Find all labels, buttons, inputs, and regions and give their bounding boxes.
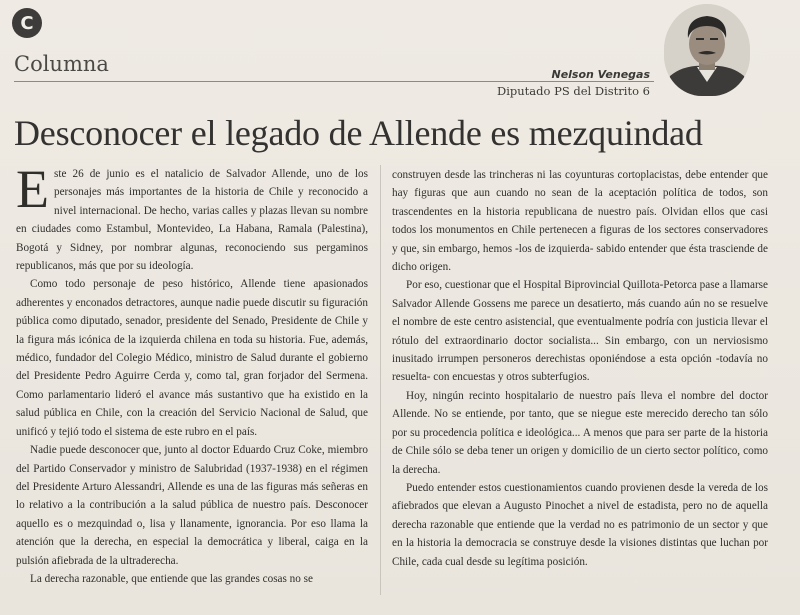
paragraph: construyen desde las trincheras ni las coyunturas cortoplacistas, debe entender que hay figuras que aun cuando no sean de la aceptación política de todos, son trascendentes en la historia republicana de nuestro país. Olvidan ellos que casi todos los monumentos en Chile pertenecen a figuras de los sectores conservadores y que, sin embargo, hemos -los de izquierda- sabido entender que ésta trasciende de dicho origen. [392,169,768,274]
column-divider [380,165,381,595]
paragraph: La derecha razonable, que entiende que las grandes cosas no se [30,572,313,585]
paragraph: Hoy, ningún recinto hospitalario de nuestro país lleva el nombre del doctor Allende. No se entiende, por tanto, que se niegue este merecido derecho tan sólo por su procedencia política e ideológica... A menos que para ser parte de la historia de Chile sólo se deba tener un origen y domicilio de un cierto sector político, como la derecha. [392,389,768,476]
header-rule [14,81,654,82]
paragraph: Este 26 de junio es el natalicio de Salvador Allende, uno de los personajes más importantes de la historia de Chile y reconocido a nivel internacional. De hecho, varias calles y plazas llevan su nombre en ciudades como Estambul, Montevideo, La Habana, Ramala (Palestina), Bogotá y Sidney, por nombrar algunas, reconociendo sus pergaminos republicanos, más que por su ideología. [16,159,368,273]
article-headline: Desconocer el legado de Allende es mezquindad [14,113,703,153]
paragraph: Como todo personaje de peso histórico, Allende tiene apasionados adherentes y enconados detractores, aunque nadie puede discutir su figuración pública como diputado, senador, presidente del Senado, Presidente de Chile y la figura más icónica de la izquierda chilena en toda su historia. Fue, además, médico, fundador del Colegio Médico, ministro de Salud durante el gobierno del Presidente Pedro Aguirre Cerda y, como tal, gran forjador del Sermena. Como parlamentario lideró el avance más sustantivo que ha existido en la salud pública en Chile, con la creación del Servicio Nacional de Salud, que unificó y tejió todo el sistema de este rubro en el país. [16,278,368,438]
paragraph: Nadie puede desconocer que, junto al doctor Eduardo Cruz Coke, miembro del Partido Conservador y ministro de Salubridad (1937-1938) en el régimen del Presidente Arturo Alessandri, Allende es una de las figuras más señeras en lo relativo a la contribución a la salud pública de nuestro país. Desconocer aquello es o mezquindad o, lisa y llanamente, ignorancia. Por eso llama la atención que la derecha, en especial la democrática y liberal, caiga en la pulsión afiebrada de la ultraderecha. [16,444,368,567]
author-photo [664,4,750,96]
article-column-left [16,159,368,588]
drop-cap: E [16,159,49,219]
author-name: Nelson Venegas [551,68,650,81]
article-column-right [392,166,768,571]
paragraph: Puedo entender estos cuestionamientos cuando provienen desde la vereda de los afiebrados que elevan a Augusto Pinochet a nivel de estadista, pero no de aquella derecha razonable que entiende que la verdad no es patrimonio de un sector y que en la historia la democracia se construye desde la visiones distintas que luchan por Chile, cada cual desde su legítima posición. [392,481,768,568]
section-label: Columna [14,52,109,76]
section-badge: C [12,8,42,38]
author-portrait-image [664,4,750,96]
author-role: Diputado PS del Distrito 6 [497,84,650,98]
paragraph: Por eso, cuestionar que el Hospital Biprovincial Quillota-Petorca pase a llamarse Salvador Allende Gossens me parece un desatierto, más cuando aún no se resuelve el nombre de este centro asistencial, que eventualmente podría con justicia llevar el rótulo del extraordinario doctor socialista... Sin embargo, con un nerviosismo inusitado irrumpen personeros derechistas oponiéndose a esta opción -todavía no resuelta- con encuestas y otros subterfugios. [392,279,768,384]
